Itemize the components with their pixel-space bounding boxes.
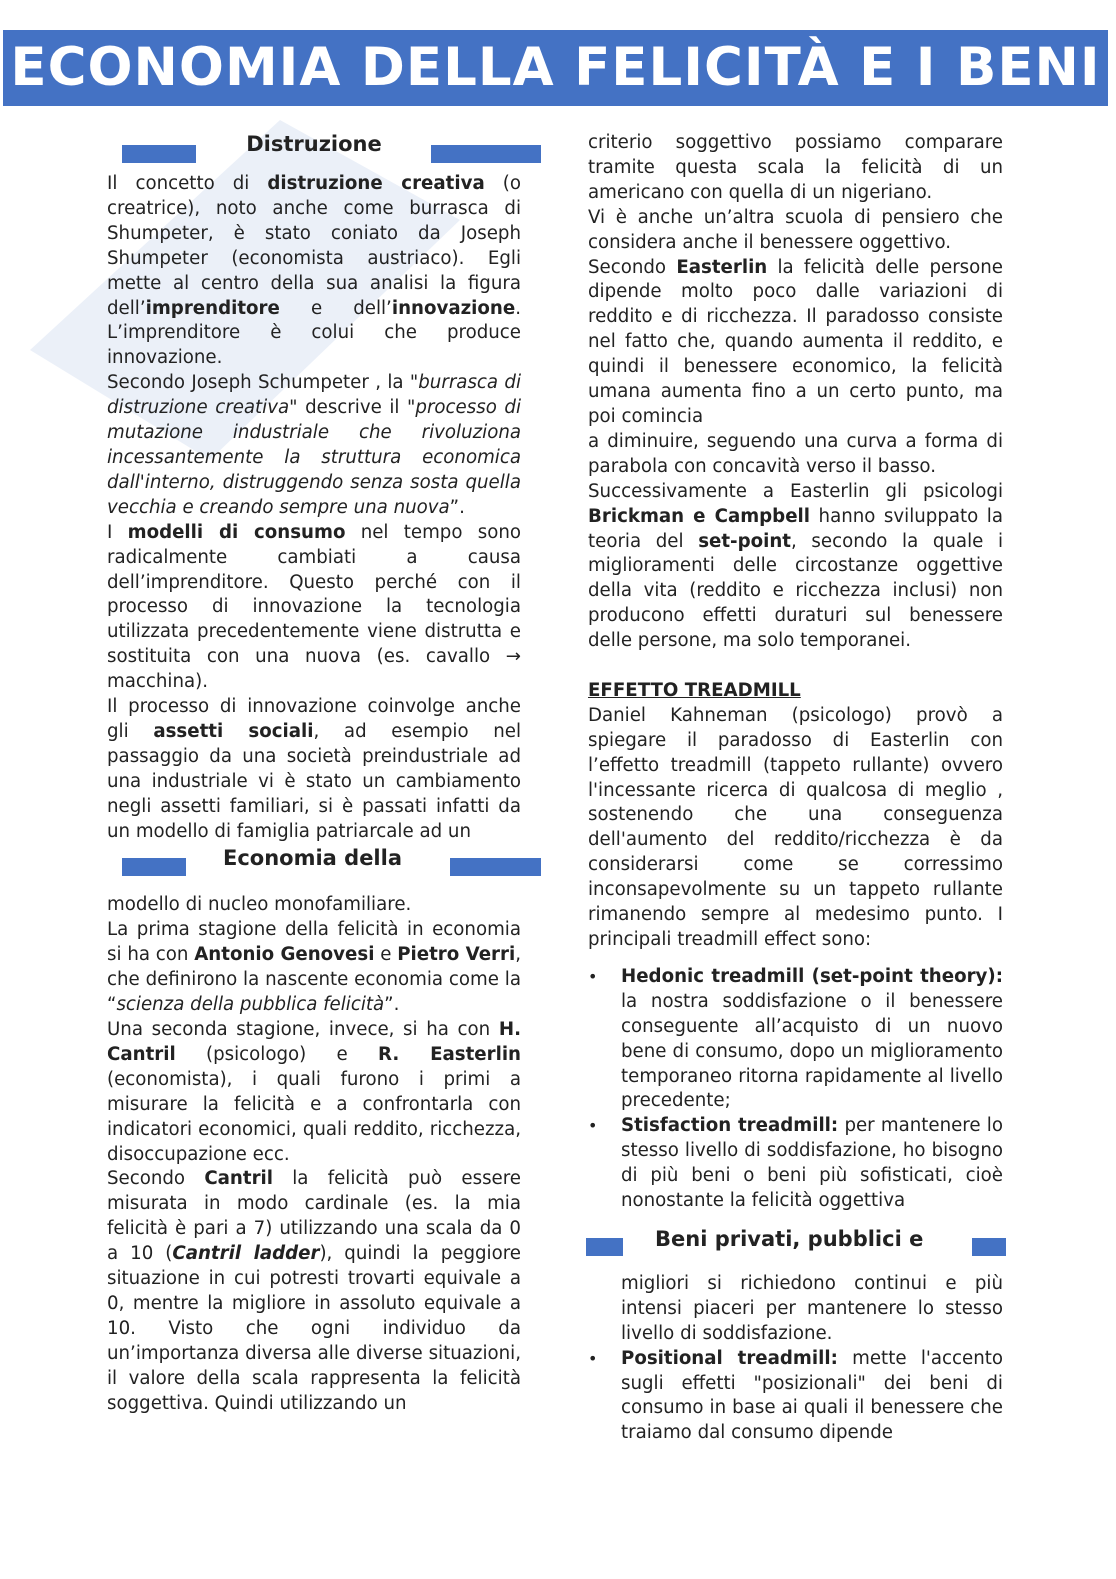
paragraph: Secondo Cantril la felicità può essere misurata in modo cardinale (es. la mia felicità è pari a 7) utilizzando una scala da 0 a 10 (Cantril ladder), quindi la peggiore situazione in cui potresti trovarti equivale a 0, mentre la migliore in assoluto equivale a 10. Visto che ogni individuo da un’importanza diversa alle diverse situazioni, il valore della scala rappresenta la felicità soggettiva. Quindi utilizzando un bbox=[107, 1168, 522, 1414]
paragraph: Il concetto di distruzione creativa (o creatrice), noto anche come burrasca di Shumpeter, è stato coniato da Joseph Shumpeter (economista austriaco). Egli mette al centro della sua analisi la figura dell’imprenditore e dell’innovazione. L’imprenditore è colui che produce innovazione. bbox=[107, 173, 521, 369]
paragraph: a diminuire, seguendo una curva a forma di parabola con concavità verso il basso. bbox=[588, 430, 1003, 477]
list-item bbox=[588, 1114, 1003, 1214]
heading-text: Distruzione bbox=[246, 132, 382, 156]
list-item-text: Stisfaction treadmill: per mantenere lo stesso livello di soddisfazione, ho bisogno di più beni o beni più sofisticati, cioè nonostante la felicità oggettiva bbox=[621, 1115, 1003, 1212]
heading-text: Beni privati, pubblici e bbox=[655, 1226, 924, 1251]
paragraph: Secondo Joseph Schumpeter , la "burrasca di distruzione creativa" descrive il "processo di mutazione industriale che rivoluziona incessantemente la struttura economica dall'interno, distruggendo senza sosta quella vecchia e creando sempre una nuova”. bbox=[107, 372, 522, 518]
bullet-icon: • bbox=[588, 966, 598, 986]
list-item bbox=[588, 1347, 1003, 1447]
paragraph: modello di nucleo monofamiliare. bbox=[107, 894, 412, 916]
list-item-continued bbox=[588, 1272, 1003, 1347]
paragraph: Il processo di innovazione coinvolge anche gli assetti sociali, ad esempio nel passaggio da una società preindustriale ad una industriale vi è stato un cambiamento negli assetti familiari, si è passati infatti da un modello di famiglia patriarcale ad un bbox=[107, 696, 521, 842]
page-title: ECONOMIA DELLA FELICITÀ E I BENI bbox=[10, 37, 1101, 98]
section-heading-beni bbox=[588, 1214, 1003, 1272]
paragraph: Successivamente a Easterlin gli psicologi Brickman e Campbell hanno sviluppato la teoria del set-point, secondo la quale i miglioramenti delle circostanze oggettive della vita (reddito e ricchezza inclusi) non producono effetti duraturi sul benessere delle persone, ma solo temporanei. bbox=[588, 480, 1003, 652]
paragraph: Una seconda stagione, invece, si ha con H. Cantril (psicologo) e R. Easterlin (economista), i quali furono i primi a misurare la felicità e a confrontarla con indicatori economici, quali reddito, ricchezza, disoccupazione ecc. bbox=[107, 1019, 522, 1165]
bullet-icon: • bbox=[588, 1348, 598, 1368]
subheading-effetto-treadmill: EFFETTO TREADMILL bbox=[588, 679, 801, 701]
list-item bbox=[588, 965, 1003, 1114]
section-heading-economia bbox=[107, 844, 521, 893]
treadmill-list bbox=[588, 965, 1003, 1214]
spacer bbox=[588, 654, 1003, 679]
paragraph: La prima stagione della felicità in economia si ha con Antonio Genovesi e Pietro Verri, che definirono la nascente economia come la “scienza della pubblica felicità”. bbox=[107, 919, 522, 1016]
paragraph: criterio soggettivo possiamo comparare tramite questa scala la felicità di un americano con quella di un nigeriano. bbox=[588, 132, 1003, 203]
list-item-text: Positional treadmill: mette l'accento sugli effetti "posizionali" dei beni di consumo in base ai quali il benessere che traiamo dal consumo dipende bbox=[621, 1347, 1003, 1444]
paragraph: Secondo Easterlin la felicità delle persone dipende molto poco dalle variazioni di reddito e di ricchezza. Il paradosso consiste nel fatto che, quando aumenta il reddito, e quindi il benessere economico, la felicità umana aumenta fino a un certo punto, ma poi comincia bbox=[588, 256, 1004, 427]
treadmill-list-continued bbox=[588, 1272, 1003, 1446]
paragraph: I modelli di consumo nel tempo sono radicalmente cambiati a causa dell’imprenditore. Questo perché con il processo di innovazione la tecnologia utilizzata precedentemente viene distrutta e sostituita con una nuova (es. cavallo → macchina). bbox=[107, 521, 521, 693]
title-banner bbox=[3, 30, 1108, 106]
list-item-text: Hedonic treadmill (set-point theory): la nostra soddisfazione o il benessere conseguente all’acquisto di un nuovo bene di consumo, dopo un miglioramento temporaneo ritorna rapidamente al livello precedente; bbox=[621, 965, 1003, 1112]
heading-text: Economia della bbox=[223, 846, 403, 871]
bullet-icon: • bbox=[588, 1116, 598, 1136]
paragraph: Daniel Kahneman (psicologo) provò a spiegare il paradosso di Easterlin con l’effetto treadmill (tappeto rullante) ovvero l'incessante ricerca di qualcosa di meglio , sostenendo che una conseguenza dell'aumento del reddito/ricchezza è da considerarsi come se corressimo inconsapevolmente su un tappeto rullante rimanendo sempre al medesimo punto. I principali treadmill effect sono: bbox=[588, 704, 1003, 950]
paragraph: Vi è anche un’altra scuola di pensiero che considera anche il benessere oggettivo. bbox=[588, 206, 1003, 253]
section-heading-distruzione bbox=[107, 130, 521, 172]
left-column bbox=[107, 130, 521, 1417]
right-column bbox=[588, 131, 1003, 1446]
list-item-text: migliori si richiedono continui e più intensi piaceri per mantenere lo stesso livello di soddisfazione. bbox=[621, 1272, 1003, 1344]
